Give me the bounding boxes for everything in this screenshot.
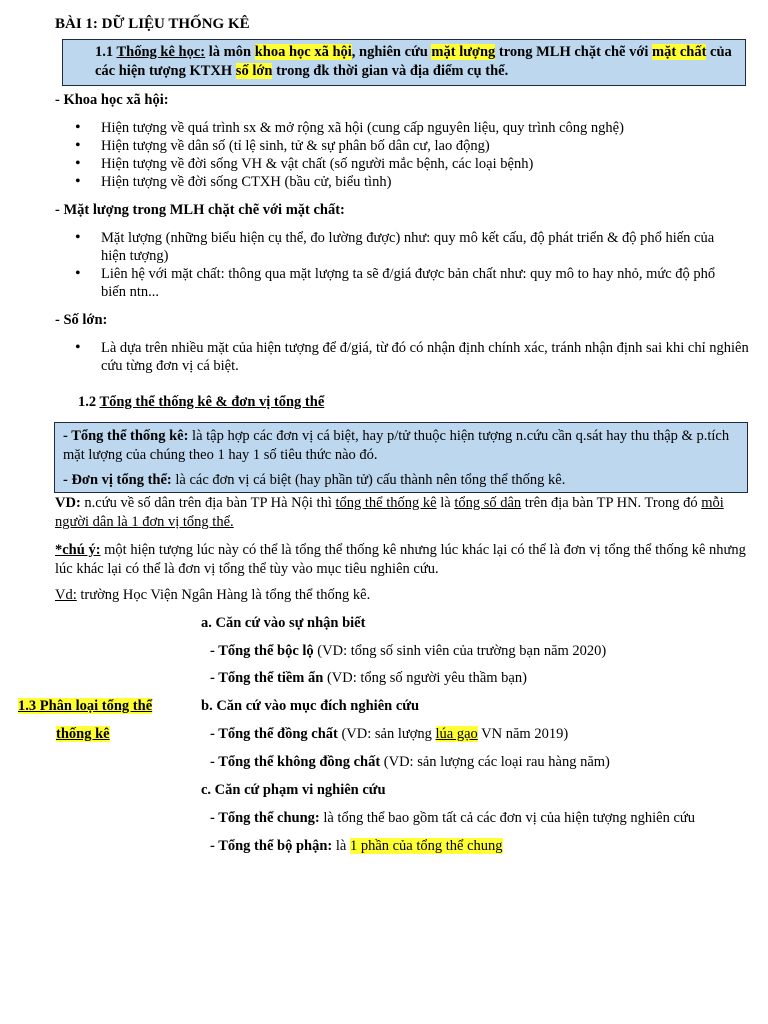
criterion-a: a. Căn cứ vào sự nhận biết <box>201 615 366 631</box>
highlight-mat-chat: mặt chất <box>652 44 707 60</box>
item-c1 <box>210 810 695 827</box>
definition-box-1-2 <box>54 422 748 493</box>
list-item: • Hiện tượng về dân số (tỉ lệ sinh, tử & sự phân bố dân cư, lao động) <box>75 137 745 155</box>
underlined-text: tổng thể thống kê <box>335 495 437 511</box>
list-item: • Hiện tượng về quá trình sx & mở rộng xã hội (cung cấp nguyên liệu, quy trình công nghệ) <box>75 119 745 137</box>
text: là <box>436 495 455 511</box>
term: - Tổng thể bộc lộ <box>210 643 314 659</box>
list-mat-luong <box>75 229 740 301</box>
item-b1 <box>210 726 568 743</box>
text: n.cứu về số dân trên địa bàn TP Hà Nội thì <box>80 495 336 511</box>
text: là tập hợp các đơn vị cá biệt, hay p/tử thuộc hiện tượng n.cứu cần q.sát hay thu thập & p.tích mặt lượng của chúng theo 1 hay 1 số tiêu thức nào đó. <box>63 428 730 463</box>
item-a1 <box>210 643 606 660</box>
section-1-3-title: 1.3 Phân loại tổng thể <box>18 698 153 714</box>
item-a2 <box>210 670 527 687</box>
heading-khxh: - Khoa học xã hội: <box>55 92 169 108</box>
section-1-2-heading <box>78 394 324 411</box>
text: VN năm 2019) <box>477 726 569 742</box>
label-chu-y: *chú ý: <box>55 542 101 558</box>
highlight-lua-gao: lúa gạo <box>435 726 478 742</box>
list-so-lon <box>75 339 750 375</box>
text: là tổng thể bao gồm tất cả các đơn vị của hiện tượng nghiên cứu <box>319 810 696 826</box>
list-item: • Là dựa trên nhiều mặt của hiện tượng để đ/giá, từ đó có nhận định chính xác, tránh nhận định sai khi chỉ nghiên cứu từng đơn vị cá biệt. <box>75 339 750 375</box>
heading-so-lon: - Số lớn: <box>55 312 108 328</box>
paragraph-tong-the <box>63 427 739 465</box>
text: là các đơn vị cá biệt (hay phần tử) cấu thành nên tổng thể thống kê. <box>171 472 566 488</box>
list-khxh <box>75 119 745 191</box>
section-number: 1.2 <box>78 394 100 410</box>
text: của các hiện tượng KTXH <box>95 44 732 79</box>
text: (VD: tổng số sinh viên của trường bạn năm 2020) <box>313 643 607 659</box>
section-1-3-heading-line2 <box>56 726 110 743</box>
text: trường Học Viện Ngân Hàng là tổng thể thống kê. <box>76 587 371 603</box>
definition-box-1-1 <box>62 39 746 86</box>
highlight-phan-tong-the: 1 phần của tổng thể chung <box>349 838 503 854</box>
highlight-khxh: khoa học xã hội <box>254 44 352 60</box>
item-b2 <box>210 754 610 771</box>
text: trên địa bàn TP HN. Trong đó <box>521 495 702 511</box>
section-1-3-title-cont: thống kê <box>56 726 110 742</box>
criterion-c: c. Căn cứ phạm vi nghiên cứu <box>201 782 386 798</box>
item-c2 <box>210 838 503 855</box>
term: - Tổng thể chung: <box>210 810 320 826</box>
term: - Tổng thể đồng chất <box>210 726 338 742</box>
underlined-text: tổng số dân <box>454 495 522 511</box>
highlight-mat-luong: mặt lượng <box>431 44 496 60</box>
text: là môn <box>205 44 255 60</box>
text: (VD: sản lượng <box>337 726 436 742</box>
term: - Tổng thể tiềm ẩn <box>210 670 324 686</box>
section-number: 1.1 <box>95 44 117 60</box>
text: (VD: sản lượng các loại rau hàng năm) <box>380 754 610 770</box>
list-item: • Hiện tượng về đời sống CTXH (bầu cử, biểu tình) <box>75 173 745 191</box>
criterion-b: b. Căn cứ vào mục đích nghiên cứu <box>201 698 420 714</box>
underlined-text: mỗi người dân là 1 đơn vị tổng thể. <box>55 495 724 530</box>
term: - Tổng thể bộ phận: <box>210 838 333 854</box>
section-title: Tổng thể thống kê & đơn vị tổng thể <box>99 394 325 410</box>
term-don-vi-tong-the: - Đơn vị tổng thể: <box>63 472 172 488</box>
term-thong-ke-hoc: Thống kê học: <box>116 44 206 60</box>
heading-mat-luong: - Mặt lượng trong MLH chặt chẽ với mặt chất: <box>55 202 345 218</box>
term-tong-the-thong-ke: - Tổng thể thống kê: <box>63 428 189 444</box>
list-item: • Hiện tượng về đời sống VH & vật chất (số người mắc bệnh, các loại bệnh) <box>75 155 745 173</box>
example-paragraph <box>55 494 750 532</box>
term: - Tổng thể không đồng chất <box>210 754 381 770</box>
highlight-so-lon: số lớn <box>235 63 273 79</box>
example-2 <box>55 587 370 604</box>
text: (VD: tổng số người yêu thầm bạn) <box>323 670 527 686</box>
paragraph-don-vi <box>63 471 739 490</box>
note-paragraph <box>55 541 755 579</box>
list-item: • Mặt lượng (những biểu hiện cụ thể, đo lường được) như: quy mô kết cấu, độ phát triển & độ phổ hiến của hiện tượng) <box>75 229 740 265</box>
text: trong MLH chặt chẽ với <box>495 44 653 60</box>
label-vd2: Vd: <box>55 587 77 603</box>
text: là <box>332 838 350 854</box>
list-item: • Liên hệ với mặt chất: thông qua mặt lượng ta sẽ đ/giá được bản chất như: quy mô to hay nhỏ, mức độ phổ biến ntn... <box>75 265 740 301</box>
text: , nghiên cứu <box>351 44 432 60</box>
text: trong đk thời gian và địa điểm cụ thể. <box>272 63 509 79</box>
text: một hiện tượng lúc này có thể là tổng thể thống kê nhưng lúc khác lại có thể là đơn vị tổng thể thống kê nhưng lúc khác lại có thể là đơn vị tổng thể tùy vào mục tiêu nghiên cứu. <box>55 542 746 577</box>
page-title: BÀI 1: DỮ LIỆU THỐNG KÊ <box>55 16 250 32</box>
label-vd: VD: <box>55 495 81 511</box>
section-1-3-heading-line1 <box>18 698 152 715</box>
